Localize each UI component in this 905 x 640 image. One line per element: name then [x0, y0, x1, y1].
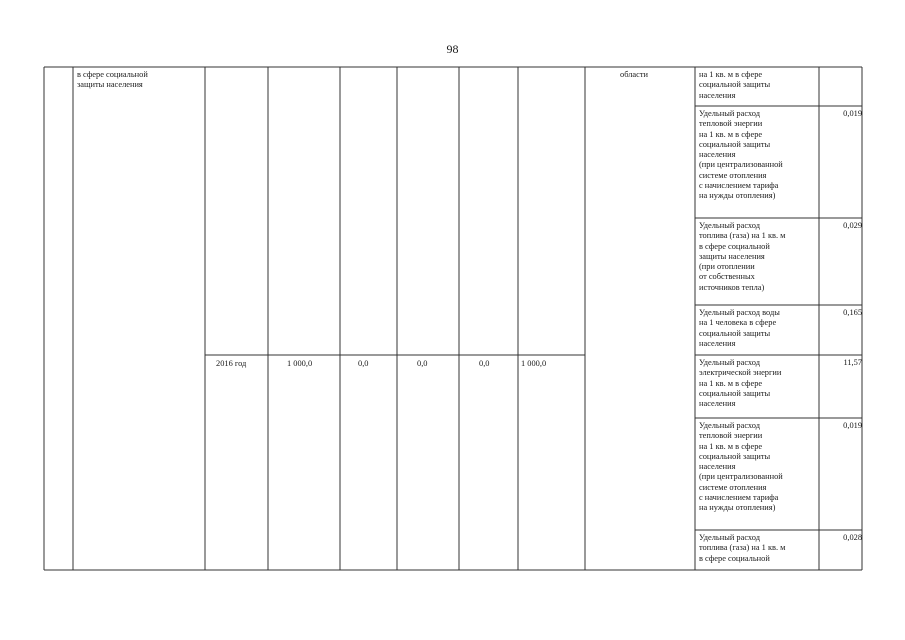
col3-cell: 0,0	[358, 359, 369, 368]
responsible-cell: области	[620, 70, 648, 79]
page-number: 98	[446, 42, 459, 56]
indicator-value: 0,029	[843, 221, 862, 230]
total-cell: 1 000,0	[287, 359, 313, 368]
col4-cell: 0,0	[417, 359, 428, 368]
indicator-value: 11,57	[843, 358, 862, 367]
indicator-text: Удельный расход воды на 1 человека в сфере социальной защиты населения	[699, 308, 780, 348]
indicator-text: Удельный расход тепловой энергии на 1 кв. м в сфере социальной защиты населения (при централизованной системе отопления с начислением тарифа на нужды отопления)	[699, 109, 783, 201]
year-cell: 2016 год	[216, 359, 247, 368]
indicator-text: Удельный расход топлива (газа) на 1 кв. м в сфере социальной	[699, 533, 786, 563]
indicator-text: Удельный расход тепловой энергии на 1 кв. м в сфере социальной защиты населения (при централизованной системе отопления с начислением тарифа на нужды отопления)	[699, 421, 783, 513]
col5-cell: 0,0	[479, 359, 490, 368]
indicator-value: 0,028	[843, 533, 862, 542]
program-name-cell: в сфере социальной защиты населения	[77, 70, 148, 90]
indicator-text: Удельный расход топлива (газа) на 1 кв. м в сфере социальной защиты населения (при отоплении от собственных источников тепла)	[699, 221, 786, 292]
indicator-value: 0,019	[843, 109, 862, 118]
indicator-value: 0,165	[843, 308, 862, 317]
indicator-value: 0,019	[843, 421, 862, 430]
col6-cell: 1 000,0	[521, 359, 547, 368]
indicator-text: на 1 кв. м в сфере социальной защиты населения	[699, 70, 771, 100]
indicator-text: Удельный расход электрической энергии на 1 кв. м в сфере социальной защиты населения	[699, 358, 782, 409]
